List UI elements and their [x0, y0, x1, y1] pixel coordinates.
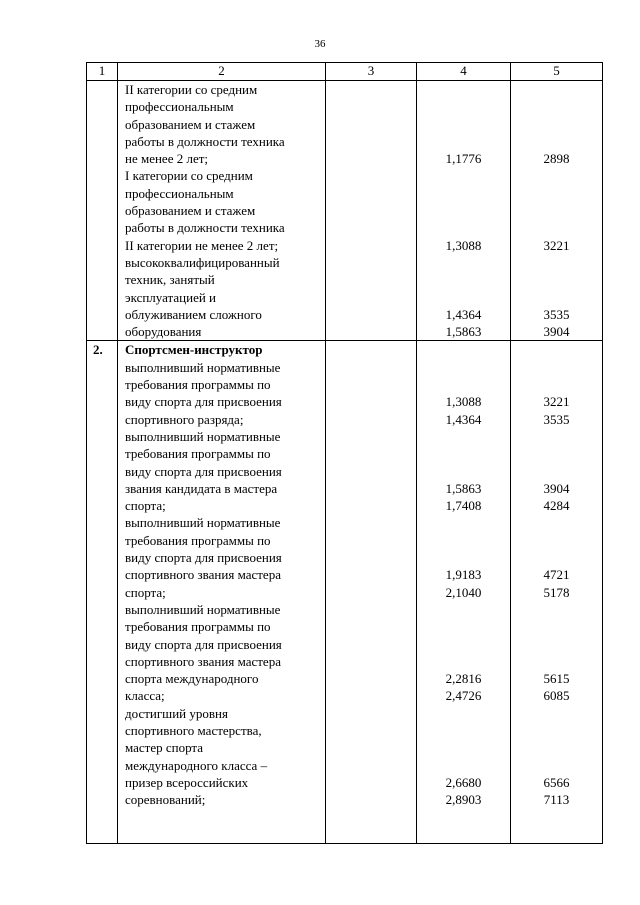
description-line: спортивного разряда;	[125, 411, 244, 427]
position-description	[118, 81, 326, 341]
description-line: I категории со средним	[125, 168, 253, 184]
salary-value	[511, 98, 602, 115]
page-number: 36	[314, 38, 326, 50]
description-line: оборудования	[125, 324, 202, 340]
description-line: спортивного звания мастера	[125, 567, 281, 583]
salary-value	[511, 359, 602, 376]
salary-value	[511, 808, 602, 825]
coefficient-value	[417, 81, 510, 98]
salary-value: 6566	[543, 774, 570, 790]
description-line: виду спорта для присвоения	[125, 394, 282, 410]
salary-cell	[511, 81, 603, 341]
salary-value	[511, 428, 602, 445]
column-header-3: 3	[326, 63, 417, 81]
coefficient-value	[417, 514, 510, 531]
salary-value: 3904	[543, 480, 570, 496]
salary-value	[511, 219, 602, 236]
column-header-2: 2	[118, 63, 326, 81]
description-line: выполнивший нормативные	[125, 359, 281, 375]
coefficient-value	[417, 636, 510, 653]
coefficient-value: 1,5863	[445, 324, 482, 340]
description-line: виду спорта для присвоения	[125, 463, 282, 479]
description-line: выполнивший нормативные	[125, 428, 281, 444]
salary-value	[511, 705, 602, 722]
description-line: требования программы по	[125, 377, 271, 393]
row-number-text: 2.	[93, 342, 103, 358]
column-3-cell	[326, 81, 417, 341]
coefficient-value	[417, 219, 510, 236]
salary-value	[511, 133, 602, 150]
coefficient-value	[417, 376, 510, 393]
coefficient-cell	[417, 81, 511, 341]
description-line: спорта;	[125, 584, 166, 600]
salary-value: 4721	[543, 567, 570, 583]
salary-value	[511, 116, 602, 133]
salary-value	[511, 757, 602, 774]
row-number-text	[93, 81, 117, 98]
salary-value: 3221	[543, 237, 570, 253]
coefficient-value: 2,6680	[445, 774, 482, 790]
description-line: достигший уровня	[125, 705, 228, 721]
description-line: спортивного мастерства,	[125, 722, 262, 738]
salary-value: 4284	[543, 498, 570, 514]
position-description	[118, 341, 326, 844]
description-line: выполнивший нормативные	[125, 515, 281, 531]
salary-value: 3221	[543, 394, 570, 410]
salary-value	[511, 81, 602, 98]
salary-value	[511, 376, 602, 393]
salary-value	[511, 202, 602, 219]
coefficient-value	[417, 653, 510, 670]
description-line: II категории не менее 2 лет;	[125, 237, 279, 253]
coefficient-value: 1,7408	[445, 498, 482, 514]
row-number	[87, 81, 118, 341]
coefficient-value: 1,3088	[445, 237, 482, 253]
row-number	[87, 341, 118, 844]
description-line: мастер спорта	[125, 740, 204, 756]
salary-value: 3904	[543, 324, 570, 340]
description-line: спорта международного	[125, 671, 259, 687]
description-line: облуживанием сложного	[125, 306, 262, 322]
coefficient-value	[417, 463, 510, 480]
description-line: образованием и стажем	[125, 203, 256, 219]
coefficient-value	[417, 254, 510, 271]
salary-value	[511, 185, 602, 202]
description-line: выполнивший нормативные	[125, 601, 281, 617]
salary-value	[511, 514, 602, 531]
description-line: международного класса –	[125, 757, 268, 773]
salary-value	[511, 271, 602, 288]
salary-value	[511, 739, 602, 756]
coefficient-value	[417, 739, 510, 756]
coefficient-value: 2,1040	[445, 584, 482, 600]
table-row	[87, 81, 603, 341]
description-line: требования программы по	[125, 532, 271, 548]
coefficient-value: 2,8903	[445, 792, 482, 808]
salary-value	[511, 463, 602, 480]
coefficient-value	[417, 98, 510, 115]
description-line: высококвалифицированный	[125, 254, 280, 270]
coefficient-value	[417, 341, 510, 358]
description-line: спорта;	[125, 498, 166, 514]
salary-cell	[511, 341, 603, 844]
salary-value: 3535	[543, 411, 570, 427]
coefficient-value	[417, 167, 510, 184]
description-line: техник, занятый	[125, 272, 215, 288]
column-3-cell	[326, 341, 417, 844]
coefficient-value: 1,3088	[445, 394, 482, 410]
coefficient-value	[417, 618, 510, 635]
salary-value	[511, 549, 602, 566]
salary-value: 5615	[543, 671, 570, 687]
coefficient-value	[417, 271, 510, 288]
position-title: Спортсмен-инструктор	[125, 342, 263, 358]
description-line	[125, 826, 323, 843]
salary-value	[511, 653, 602, 670]
description-line: спортивного звания мастера	[125, 653, 281, 669]
coefficient-value	[417, 601, 510, 618]
salary-value	[511, 289, 602, 306]
coefficient-value	[417, 826, 510, 843]
description-line: профессиональным	[125, 185, 234, 201]
salary-value: 5178	[543, 584, 570, 600]
coefficient-value: 1,4364	[445, 306, 482, 322]
description-line: работы в должности техника	[125, 220, 285, 236]
coefficient-value	[417, 202, 510, 219]
description-line	[125, 808, 323, 825]
coefficient-value	[417, 722, 510, 739]
description-line: работы в должности техника	[125, 133, 285, 149]
description-line: соревнований;	[125, 792, 206, 808]
coefficient-value: 1,4364	[445, 411, 482, 427]
coefficient-value	[417, 185, 510, 202]
coefficient-value: 1,9183	[445, 567, 482, 583]
description-line: образованием и стажем	[125, 116, 256, 132]
coefficient-value	[417, 532, 510, 549]
salary-value	[511, 826, 602, 843]
description-line: эксплуатацией и	[125, 289, 217, 305]
coefficient-value	[417, 705, 510, 722]
salary-value	[511, 254, 602, 271]
coefficient-value	[417, 133, 510, 150]
coefficient-value	[417, 445, 510, 462]
coefficient-value	[417, 808, 510, 825]
table-row	[87, 341, 603, 844]
description-line: виду спорта для присвоения	[125, 636, 282, 652]
salary-value	[511, 636, 602, 653]
column-header-5: 5	[511, 63, 603, 81]
salary-value	[511, 532, 602, 549]
column-header-4: 4	[417, 63, 511, 81]
salary-value: 6085	[543, 688, 570, 704]
description-line: требования программы по	[125, 619, 271, 635]
table-header-row	[87, 63, 603, 81]
coefficient-value	[417, 116, 510, 133]
description-line: класса;	[125, 688, 165, 704]
coefficient-value: 1,5863	[445, 480, 482, 496]
coefficient-value	[417, 359, 510, 376]
salary-value	[511, 167, 602, 184]
coefficient-cell	[417, 341, 511, 844]
coefficient-value	[417, 549, 510, 566]
salary-coefficient-table	[86, 62, 603, 844]
description-line: требования программы по	[125, 446, 271, 462]
salary-value: 7113	[543, 792, 570, 808]
description-line: профессиональным	[125, 99, 234, 115]
coefficient-value	[417, 757, 510, 774]
coefficient-value: 2,2816	[445, 671, 482, 687]
salary-value: 3535	[543, 306, 570, 322]
salary-value	[511, 601, 602, 618]
salary-value	[511, 722, 602, 739]
salary-value: 2898	[543, 151, 570, 167]
description-line: призер всероссийских	[125, 774, 249, 790]
description-line: II категории со средним	[125, 82, 258, 97]
salary-value	[511, 618, 602, 635]
coefficient-value	[417, 289, 510, 306]
description-line: виду спорта для присвоения	[125, 550, 282, 566]
description-line: не менее 2 лет;	[125, 151, 209, 167]
salary-value	[511, 445, 602, 462]
description-line: звания кандидата в мастера	[125, 480, 278, 496]
salary-value	[511, 341, 602, 358]
coefficient-value: 2,4726	[445, 688, 482, 704]
coefficient-value: 1,1776	[445, 151, 482, 167]
coefficient-value	[417, 428, 510, 445]
column-header-1: 1	[87, 63, 118, 81]
